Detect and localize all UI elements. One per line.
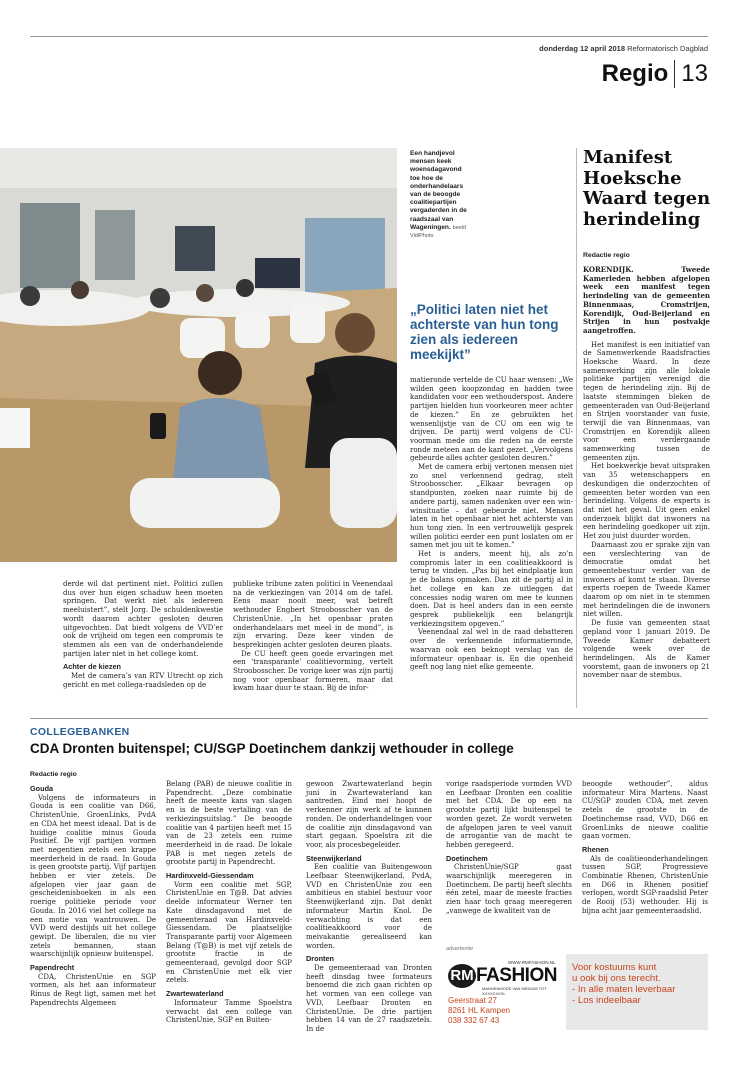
- cb-col-5: beoogde wethouder”, aldus informateur Mira Martens. Naast CU/SGP zouden CDA, met zeven zetels de grootste in de Doetinchemse raad, VVD, D66 en GroenLinks de nieuwe coalitie gaan vormen. Rhenen Als de coalitieonderhandelingen tussen SGP, Progressieve Combinatie Rhenen, ChristenUnie en D66 in Rhenen positief verlopen, wordt SGP-raadslid Peter de Rooij (53) wethouder. Hij is bijna acht jaar gemeenteraadslid.: [582, 780, 708, 915]
- ad-address: Geerstraat 27 8261 HL Kampen 038 332 67 43: [448, 996, 510, 1025]
- column-divider: [576, 148, 577, 708]
- cb-col-3: gewoon Zwartewaterland begin juni in Zwartewaterland kan aantreden. Eind mei hoopt de verkenner zijn werk af te kunnen ronden. De onderhandelingen voor de coalitie zijn dinsdagavond van start gegaan. Spoelstra zit die voor, als procesbegeleider. Steenwijkerland Een coalitie van Buitengewoon Leefbaar Steenwijkerland, PvdA, VVD en ChristenUnie zou een ambitieus en stabiel bestuur voor Steenwijkerland zijn. Dat denkt informateur Martin Knol. De verwachting is dat een coalitieakkoord voor de meivakantie gerealiseerd kan worden. Dronten De gemeenteraad van Dronten heeft dinsdag twee formateurs benoemd die zich gaan richten op het vormen van een college van VVD, Leefbaar Dronten en ChristenUnie. De drie partijen hebben 14 van de 27 raadszetels. In de: [306, 780, 432, 1033]
- rm-logo: RM: [448, 964, 476, 988]
- cb-col-2: Belang (PAB) de nieuwe coalitie in Papendrecht. „Deze combinatie heeft de meeste kans van slagen en is de beste vertaling van de verkiezingsuitslag.” De beoogde coalitie van 4 partijen heeft met 15 van de 23 zetels een ruime meerderheid in de raad. De lokale PAB is met negen zetels de grootste partij in Papendrecht. Hardinxveld-Giessendam Vorm een coalitie met SGP, ChristenUnie en T@B. Dat advies deelde informateur Werner ten Kate dinsdagavond met de gemeenteraad van Hardinxveld-Giessendam. De plaatselijke Transparante partij voor Algemeen Belang (T@B) is met vijf zetels de grootste fractie in de gemeenteraad, gevolgd door SGP en ChristenUnie met elk vier zetels. Zwartewaterland Informateur Tamme Spoelstra verwacht dat een college van ChristenUnie, SGP en Buiten-: [166, 780, 292, 1025]
- side-headline: Manifest Hoeksche Waard tegen herindeling: [583, 147, 711, 230]
- side-article-body: KORENDIJK. Tweede Kamerleden hebben afgelopen week een manifest tegen herindeling van de gemeenten Binnenmaas, Cromstrijen, Korendijk, Oud-Beijerland en Strijen in hun postvakje aangetroffen. Het manifest is een initiatief van de Samenwerkende Raadsfracties Hoeksche Waard. In deze samenwerking zijn alle lokale politieke partijen verenigd die tegen de herindeling zijn. Bij de laatste stemmingen bleken de gemeenteraden van Oud-Beijerland en Strijen voorstander van fusie, terwijl die van Binnenmaas, van Cromstrijen en Korendijk alleen voor een verdergaande samenwerking tussen de gemeenten zijn. Het boekwerkje bevat uitspraken van 35 wetenschappers en deskundigen die onderzochten of gemeenten beter worden van een herindeling. Volgens de experts is dat niet het geval. Uit geen enkel onderzoek blijkt dat inwoners na een herindeling goedkoper uit zijn. Het zou juist duurder worden. Daarnaast zou er sprake zijn van een verslechtering van de democratie omdat het gemeentebestuur verder van de inwoners af komt te staan. Diverse experts roepen de Tweede Kamer daarom op om niet in te stemmen met herindelingen die de inwoners niet willen. De fusie van gemeenten staat gepland voor 1 januari 2019. De Tweede Kamer debatteert volgende week over de herindelingen. Als de Kamer voorstemt, gaan de inwoners op 21 november naar de stembus.: [583, 265, 710, 680]
- ad-brand: FASHION: [476, 965, 557, 986]
- page-number: 13: [681, 60, 708, 87]
- dateline: donderdag 12 april 2018 Reformatorisch Dagblad: [539, 44, 708, 53]
- side-byline: Redactie regio: [583, 252, 630, 259]
- section-title: Regio: [601, 60, 669, 87]
- ad-logo-block: WWW.RMFASHION.NL RM FASHION MANNENMODE VAN MEDIUM TOT XXXXXXXXL Geerstraat 27 8261 HL Kampen 038 332 67 43: [446, 954, 566, 1030]
- section-rule: [30, 718, 708, 719]
- collegebanken-tag: COLLEGEBANKEN: [30, 726, 130, 738]
- pull-quote: „Politici laten niet het achterste van hun tong zien als iedereen meekijkt”: [410, 302, 559, 362]
- section-header: [602, 60, 708, 88]
- top-rule: [30, 36, 708, 37]
- ad-text: Voor kostuums kunt u ook bij ons terecht. - In alle maten leverbaar - Los indeelbaar: [566, 954, 708, 1030]
- photo-caption: Een handjevol mensen keek woensdagavond toe hoe de onderhandelaars van de beoogde coalitiepartijen vergaderden in de raadszaal van Wageningen. beeld VidiPhoto: [410, 150, 467, 240]
- subheading: Achter de kiezen: [63, 662, 121, 672]
- collegebanken-headline: CDA Dronten buitenspel; CU/SGP Doetinchem dankzij wethouder in college: [30, 741, 514, 756]
- meeting-photo: [0, 148, 397, 562]
- cb-col-4: vorige raadsperiode vormden VVD en Leefbaar Dronten een coalitie met het CDA. De op een na grootste partij lijkt buitenspel te worden gezet. Ze wordt verweten de afgelopen jaren te veel vanuit de arrogantie van de macht te hebben geregeerd. Doetinchem ChristenUnie/SGP gaat waarschijnlijk meeregeren in Doetinchem. De partij heeft slechts één zetel, maar de meeste fracties zien haar toch graag meeregeren „vanwege de kwaliteit van de: [446, 780, 572, 915]
- article-col-1: derde wil dat pertinent niet. Politici zullen dus over hun eigen schaduw heen moeten springen. Dat werkt niet als iedereen meeluistert”, stelt Jorg. De schuldenkwestie wordt daarom achter gesloten deuren uitgevochten. Dat biedt volgens de VVD’er ook de vrijheid om tegen een compromis te stemmen als een van de onderhandelende partijen later niet in het college komt. Achter de kiezen Met de camera’s van RTV Utrecht op zich gericht en met collega-raadsleden op de: [63, 580, 223, 689]
- section-divider: [674, 60, 675, 88]
- article-col-3: matieronde vertelde de CU haar wensen: „We wilden geen koopzondag en hadden twee kandidaten voor een wethouderspost. Andere partijen hielden hun voorkeuren meer achter de kiezen.” En ze gebruikten het wensenlijstje van de CU om een wig te drijven. De partij werd volgens de CU-voorman mede om die reden na de eerste ronde meteen aan de kant gezet. „Vervolgens gebeurde alles achter gesloten deuren.” Met de camera erbij vertonen mensen niet zo snel verkennend gedrag, stelt Stroobosscher. „Elkaar bevragen op standpunten, zoeken naar ruimte bij de andere partij, samen nadenken over een win-winsituatie – dat gebeurde niet. Mensen laten in het openbaar niet het achterste van hun tong zien. In een vertrouwelijk gesprek willen politici eerder een punt loslaten om er samen met jou uit te komen.” Het is anders, meent hij, als zo’n compromis later in een coalitieakkoord is terug te vinden. „Pas bij het eindplaatje kun je de balans opmaken. Dan zit de partij al in het college en kan ze uitleggen dat concessies nodig waren om mee te kunnen doen. Dat is heel anders dan in een eerste gesprek publiekelijk een belangrijk verkiezingsitem opgeven.” Veenendaal zal wel in de raad debatteren over de verkennende informatieronde, waarvan ook een beknopt verslag van de informateur openbaar is. En die openheid geeft nog lang niet elke gemeente.: [410, 376, 573, 672]
- cb-col-1: Gouda Volgens de informateurs in Gouda is een coalitie van D66, ChristenUnie, GroenLinks, PvdA en CDA het meest ideaal. Dat is de huidige coalitie minus Gouda Positief. De vijf partijen vormen met negentien zetels een krappe meerderheid in de raad. In Gouda is geen grootste partij. Vijf partijen hebben er vier zetels. De afgelopen vier jaar gaan de gescheidenisboeken in als een roerige politieke periode voor Gouda. In 2016 viel het college na een motie van wantrouwen. De VVD werd destijds uit het college gewipt. De liberalen, die nu vier zetels bemannen, staan waarschijnlijk opnieuw buitenspel. Papendrecht CDA, ChristenUnie en SGP vormen, als het aan informateur Rinus de Regt ligt, samen met het Papendrechts Algemeen: [30, 784, 156, 1007]
- collegebanken-byline: Redactie regio: [30, 771, 77, 778]
- article-col-2: publieke tribune zaten politici in Veenendaal na de verkiezingen van 2014 om de tafel. Eens maar nooit meer, wat betreft wethouder Engbert Stroobosscher van de ChristenUnie. „In het openbaar praten onderhandelaars met meel in de mond”, is zijn ervaring. Deze keer vinden de besprekingen achter gesloten deuren plaats. De CU heeft geen goede ervaringen met een ‘transparante’ coalitievorming, vertelt Stroobosscher. De vorige keer was zijn partij nog voor openbaar formeren, maar dat kwam haar duur te staan. Bij de infor-: [233, 580, 393, 693]
- ad-label: advertentie: [446, 946, 474, 952]
- advertisement[interactable]: [446, 954, 708, 1030]
